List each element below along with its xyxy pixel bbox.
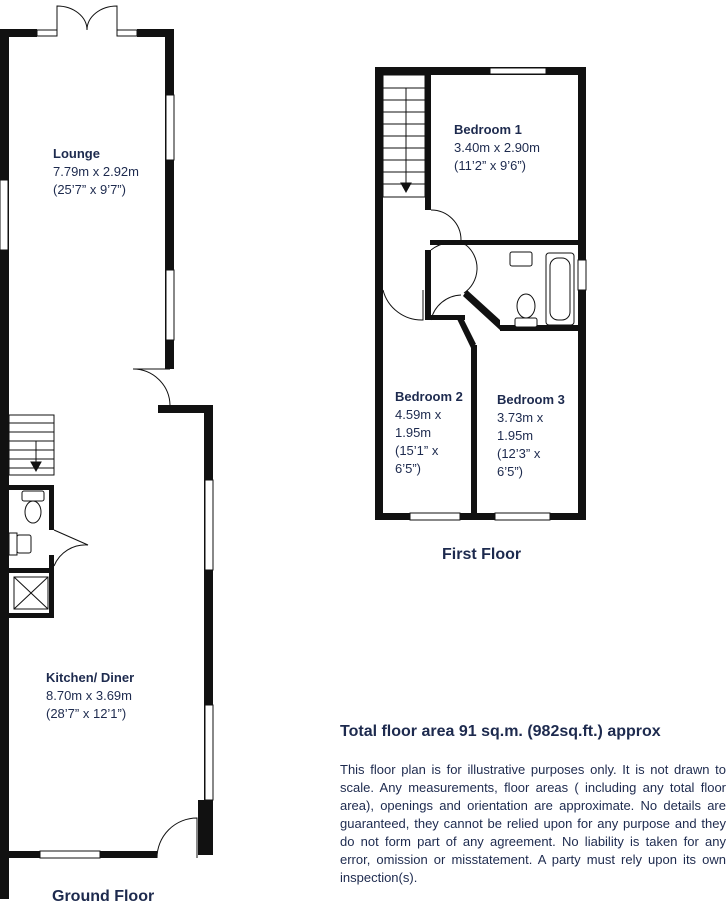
room-size-line: 6’5”): [395, 461, 422, 476]
room-name: Bedroom 3: [497, 392, 565, 407]
room-size-line: 4.59m x: [395, 407, 442, 422]
room-label-kitchen: [46, 669, 134, 723]
room-size-line: 6’5”): [497, 464, 524, 479]
room-name: Kitchen/ Diner: [46, 670, 135, 685]
room-label-bedroom1: [454, 121, 540, 175]
room-name: Lounge: [53, 146, 100, 161]
room-size-imperial: (11’2” x 9’6”): [454, 158, 527, 173]
room-size-line: 1.95m: [497, 428, 534, 443]
room-label-bedroom2: [395, 388, 463, 478]
room-size-line: (15’1” x: [395, 443, 439, 458]
total-floor-area: Total floor area 91 sq.m. (982sq.ft.) approx: [340, 723, 661, 740]
first-floor-title: First Floor: [442, 546, 522, 563]
room-size-line: 1.95m: [395, 425, 432, 440]
room-size-line: (12’3” x: [497, 446, 541, 461]
ground-floor-doors: [54, 369, 197, 858]
ground-floor-plan: [0, 6, 213, 899]
bathroom-fixtures: [510, 252, 574, 327]
room-size-imperial: (28’7” x 12’1”): [46, 706, 127, 721]
room-size-metric: 7.79m x 2.92m: [53, 164, 139, 179]
ground-floor-title: Ground Floor: [52, 888, 155, 905]
room-label-lounge: [53, 145, 139, 199]
room-size-line: 3.73m x: [497, 410, 544, 425]
ground-wc-fixtures: [14, 491, 48, 609]
disclaimer-text: This floor plan is for illustrative purposes only. It is not drawn to scale. Any measurements, floor areas ( including any total floor area), openings and orientation are approximate. No details are guaranteed, they cannot be relied upon for any purpose and they do not form part of any agreement. No liability is taken for any error, omission or misstatement. A party must rely upon its own inspection(s).: [340, 762, 726, 885]
room-size-metric: 3.40m x 2.90m: [454, 140, 540, 155]
room-label-bedroom3: [497, 391, 565, 481]
french-doors: [57, 6, 117, 30]
ground-floor-stairs: [9, 415, 54, 475]
room-size-metric: 8.70m x 3.69m: [46, 688, 132, 703]
room-name: Bedroom 2: [395, 389, 463, 404]
room-size-imperial: (25’7” x 9’7”): [53, 182, 126, 197]
first-floor-stairs: [383, 75, 425, 197]
room-name: Bedroom 1: [454, 122, 522, 137]
